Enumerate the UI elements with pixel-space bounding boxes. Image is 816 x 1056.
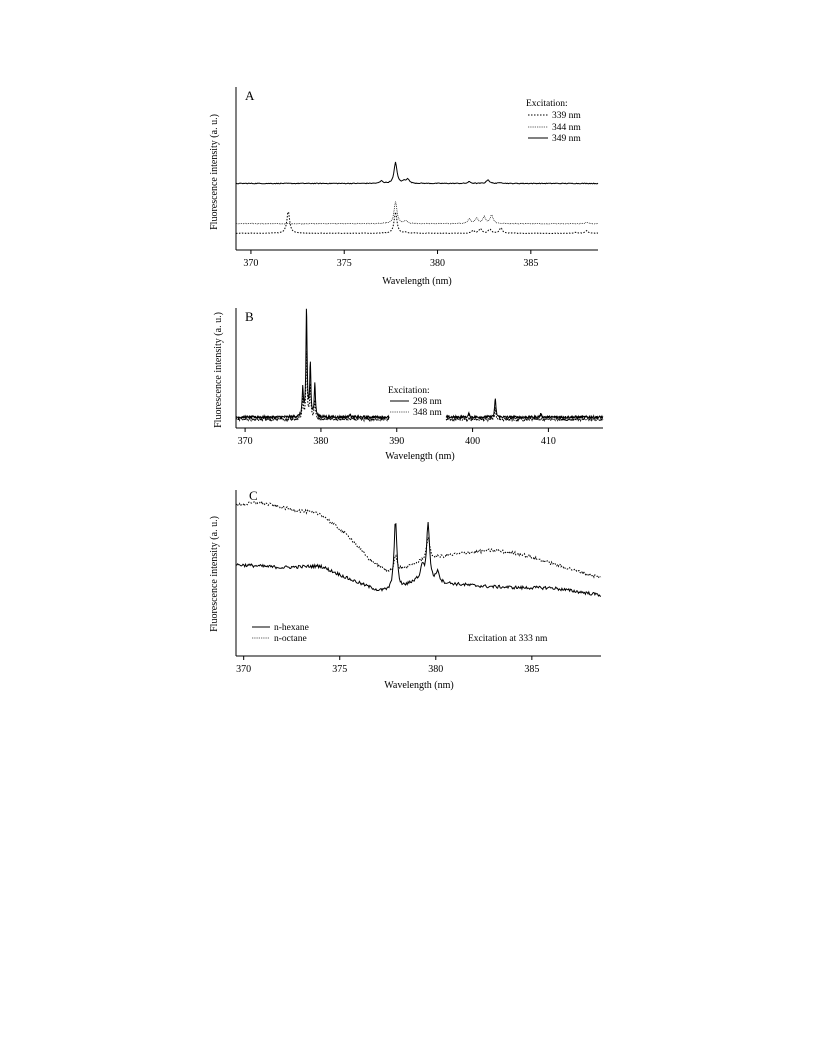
panel-letter: B: [245, 309, 254, 324]
series-line-n-hexane: [236, 522, 601, 596]
series-line-298-nm: [446, 399, 603, 419]
x-tick-label: 380: [313, 436, 329, 447]
legend: [526, 99, 581, 144]
x-axis-ticks: [243, 250, 538, 269]
x-tick-label: 375: [332, 664, 348, 675]
x-tick-label: 385: [524, 664, 540, 675]
legend-label-344: 344 nm: [552, 123, 581, 133]
x-tick-label: 410: [540, 436, 556, 447]
x-axis-label: Wavelength (nm): [382, 276, 452, 287]
legend-title: Excitation:: [388, 386, 430, 396]
spectra: [236, 162, 598, 234]
series-line-344-nm: [236, 201, 598, 224]
legend-label-298: 298 nm: [413, 397, 442, 407]
legend: [252, 623, 309, 644]
series-line-298-nm: [236, 309, 389, 419]
x-tick-label: 375: [336, 258, 352, 269]
panel-b-chart: [0, 300, 816, 465]
x-tick-label: 380: [430, 258, 446, 269]
series-line-348-nm: [236, 351, 389, 420]
y-axis-label: Fluorescence intensity (a. u.): [209, 516, 220, 632]
x-axis-label: Wavelength (nm): [384, 680, 454, 691]
x-axis-label: Wavelength (nm): [385, 451, 455, 462]
legend-label-339: 339 nm: [552, 111, 581, 121]
x-tick-label: 370: [236, 664, 252, 675]
series-line-339-nm: [236, 212, 598, 234]
legend-label-hexane: n-hexane: [274, 623, 309, 633]
y-axis-label: Fluorescence intensity (a. u.): [209, 114, 220, 230]
spectra: [236, 502, 601, 597]
excitation-annotation: Excitation at 333 nm: [468, 634, 548, 644]
series-line-n-octane: [236, 502, 601, 578]
x-axis-ticks: [236, 656, 539, 675]
series-line-349-nm: [236, 162, 598, 184]
panel-a-chart: [0, 78, 816, 293]
x-tick-label: 370: [237, 436, 253, 447]
x-tick-label: 380: [428, 664, 444, 675]
legend: [388, 386, 442, 418]
x-tick-label: 390: [389, 436, 405, 447]
legend-label-348: 348 nm: [413, 408, 442, 418]
y-axis-label: Fluorescence intensity (a. u.): [213, 312, 224, 428]
legend-label-349: 349 nm: [552, 134, 581, 144]
panel-letter: C: [249, 488, 258, 503]
legend-title: Excitation:: [526, 99, 568, 109]
x-tick-label: 370: [243, 258, 259, 269]
x-axis-ticks: [238, 428, 556, 447]
panel-c-chart: [0, 480, 816, 695]
panel-letter: A: [245, 88, 255, 103]
legend-label-octane: n-octane: [274, 634, 307, 644]
x-tick-label: 385: [523, 258, 539, 269]
x-tick-label: 400: [465, 436, 481, 447]
